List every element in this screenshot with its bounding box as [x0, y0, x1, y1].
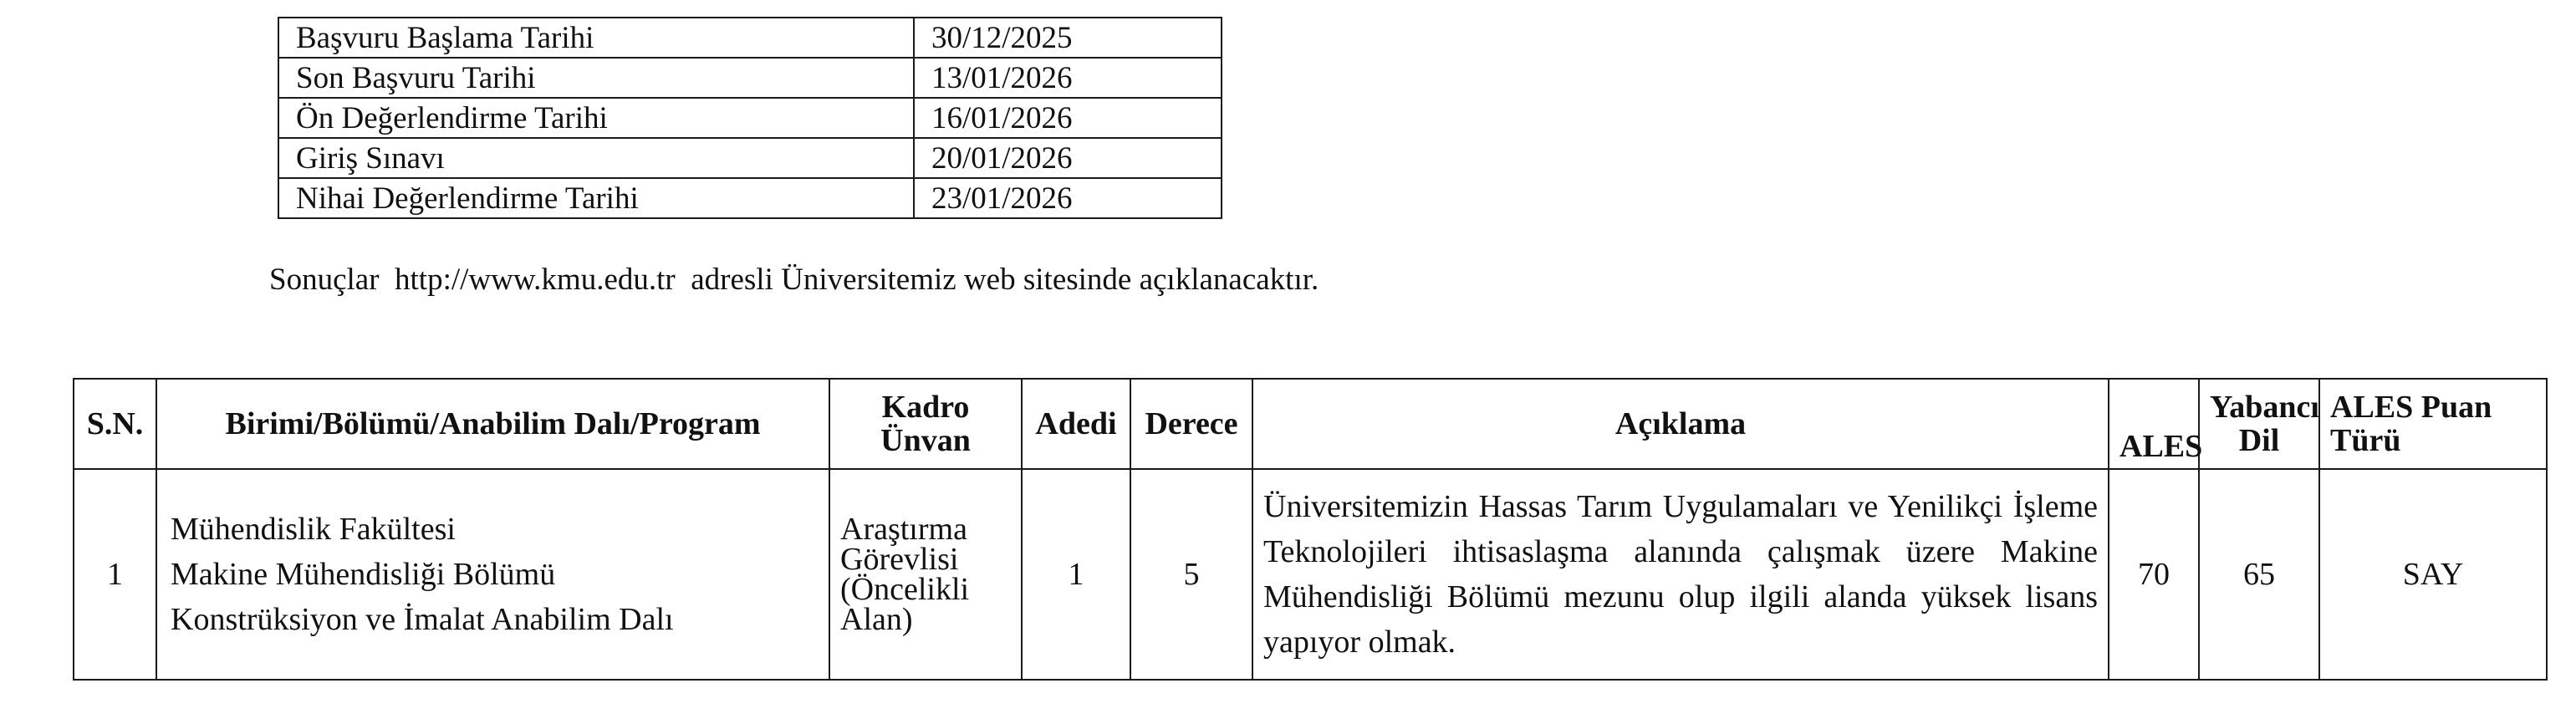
header-ales-score-type-line2: Türü — [2330, 423, 2401, 458]
unit-division: Konstrüksiyon ve İmalat Anabilim Dalı — [171, 602, 674, 637]
cell-count: 1 — [1022, 469, 1130, 680]
application-dates-table — [278, 17, 1222, 219]
date-label: Son Başvuru Tarihi — [278, 58, 914, 98]
cell-title — [829, 469, 1022, 680]
header-count: Adedi — [1022, 379, 1130, 469]
date-label: Ön Değerlendirme Tarihi — [278, 98, 914, 138]
table-row — [278, 58, 1222, 98]
date-label: Başvuru Başlama Tarihi — [278, 18, 914, 58]
table-row — [278, 18, 1222, 58]
header-description: Açıklama — [1252, 379, 2109, 469]
date-value: 23/01/2026 — [914, 178, 1222, 218]
header-title — [829, 379, 1022, 469]
cell-sn: 1 — [74, 469, 156, 680]
positions-table — [73, 378, 2548, 681]
date-label: Nihai Değerlendirme Tarihi — [278, 178, 914, 218]
header-foreign-language-line1: Yabancı — [2210, 390, 2319, 425]
cell-description: Üniversitemizin Hassas Tarım Uygulamaları ve Yenilikçi İşleme Teknolojileri ihtisaslaşma alanında çalışmak üzere Makine Mühendisliği Bölümü mezunu olup ilgili alanda yüksek lisans yapıyor olmak. — [1252, 469, 2109, 680]
header-foreign-language-line2: Dil — [2238, 423, 2280, 458]
header-ales-score-type — [2319, 379, 2547, 469]
header-unit: Birimi/Bölümü/Anabilim Dalı/Program — [156, 379, 829, 469]
cell-ales: 70 — [2109, 469, 2199, 680]
header-grade: Derece — [1130, 379, 1252, 469]
header-ales: ALES — [2109, 379, 2199, 469]
unit-department: Makine Mühendisliği Bölümü — [171, 557, 556, 592]
title-line: Görevlisi — [840, 542, 959, 577]
date-label: Giriş Sınavı — [278, 138, 914, 178]
title-line: Alan) — [840, 602, 913, 637]
cell-unit — [156, 469, 829, 680]
header-foreign-language — [2199, 379, 2319, 469]
title-line: Araştırma — [840, 512, 967, 547]
table-row — [278, 138, 1222, 178]
header-title-line2: Ünvan — [880, 423, 971, 458]
cell-foreign-language: 65 — [2199, 469, 2319, 680]
date-value: 16/01/2026 — [914, 98, 1222, 138]
header-ales-score-type-line1: ALES Puan — [2330, 390, 2492, 425]
header-sn: S.N. — [74, 379, 156, 469]
table-row — [74, 469, 2547, 680]
table-header-row — [74, 379, 2547, 469]
cell-ales-score-type: SAY — [2319, 469, 2547, 680]
cell-grade: 5 — [1130, 469, 1252, 680]
title-line: (Öncelikli — [840, 572, 970, 607]
unit-faculty: Mühendislik Fakültesi — [171, 512, 456, 547]
results-announcement-note: Sonuçlar http://www.kmu.edu.tr adresli Üniversitemiz web sitesinde açıklanacaktır. — [269, 263, 1319, 297]
table-row — [278, 98, 1222, 138]
date-value: 30/12/2025 — [914, 18, 1222, 58]
header-title-line1: Kadro — [881, 390, 970, 425]
date-value: 20/01/2026 — [914, 138, 1222, 178]
date-value: 13/01/2026 — [914, 58, 1222, 98]
table-row — [278, 178, 1222, 218]
